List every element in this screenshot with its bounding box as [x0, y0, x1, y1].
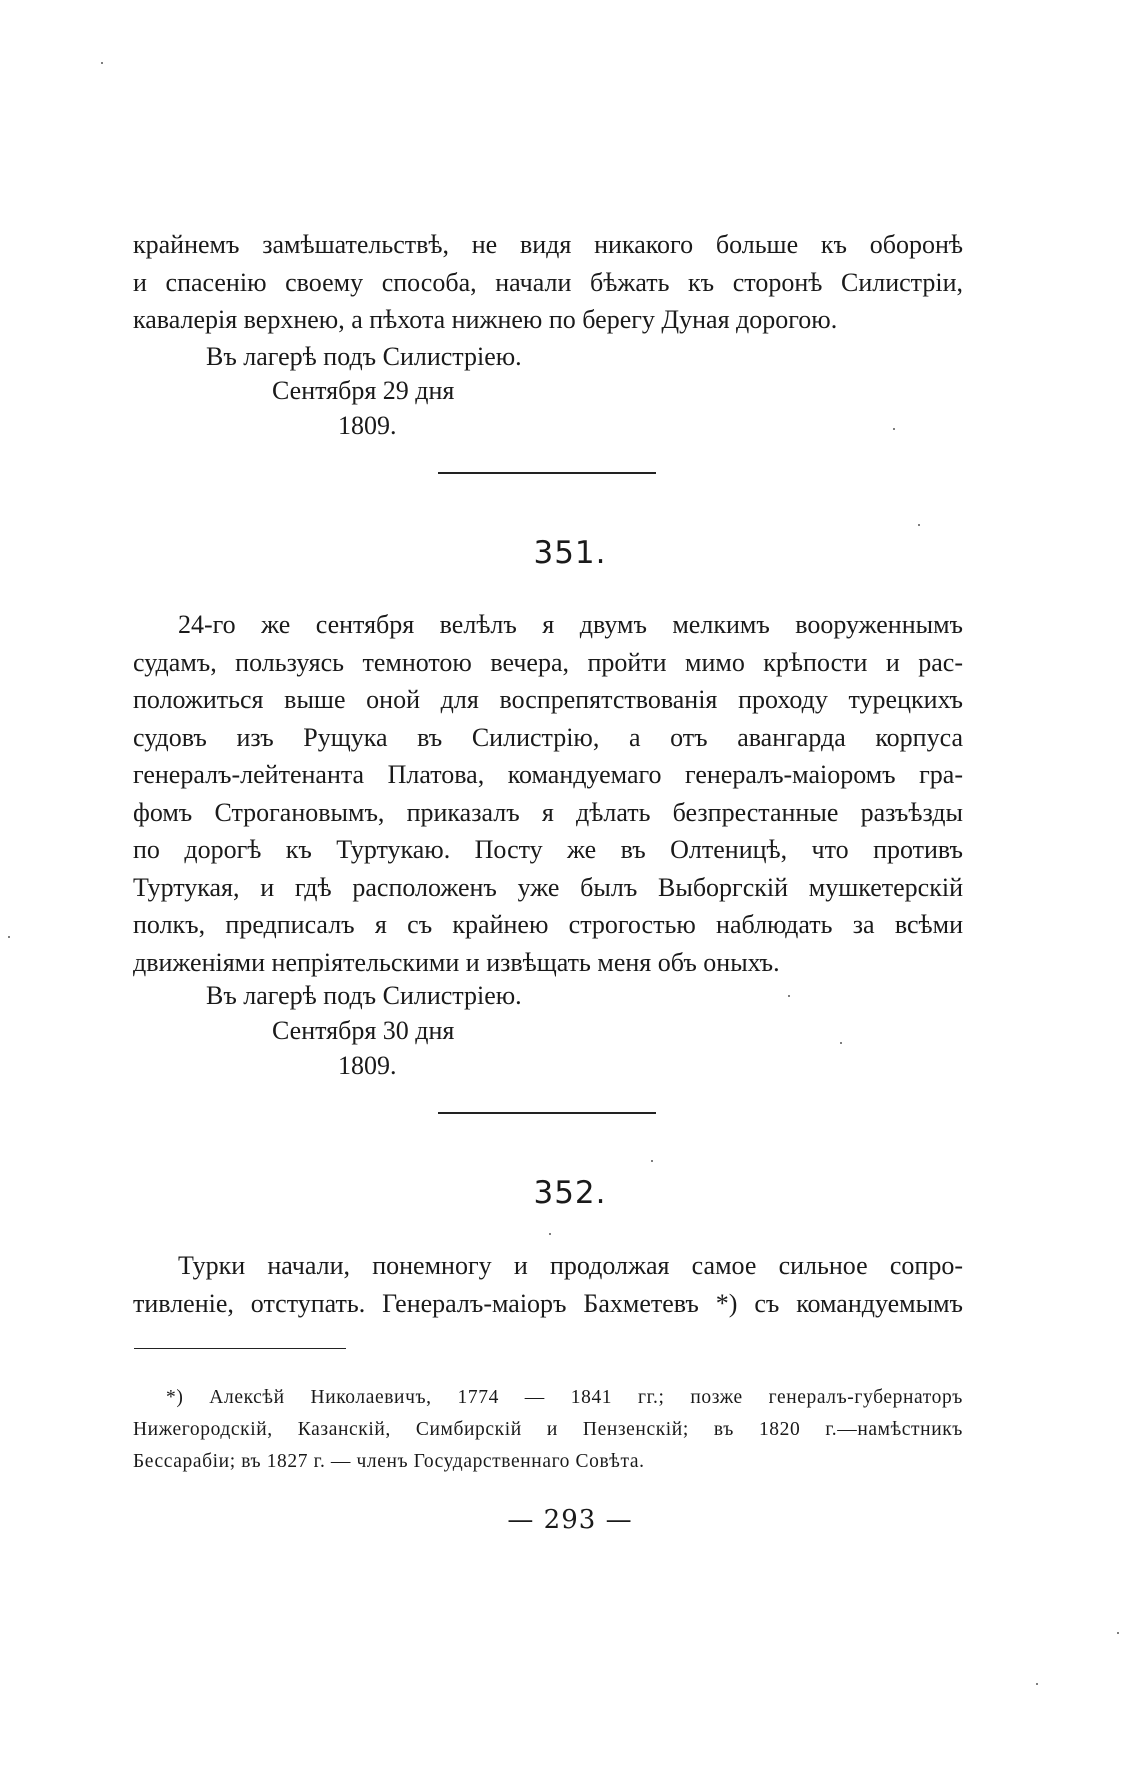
scan-speck [8, 936, 10, 938]
entry-352-paragraph [133, 1247, 963, 1322]
text-line: движеніями непріятельскими и извѣщать меня объ оныхъ. [133, 947, 780, 977]
page-number: — 293 — [507, 1505, 633, 1535]
footnote-separator [134, 1348, 346, 1349]
text-line: тивленіе, отступать. Генералъ-маіоръ Бахметевъ *) съ командуемымъ [133, 1288, 963, 1318]
text-line: кавалерія верхнею, а пѣхота нижнею по берегу Дуная дорогою. [133, 305, 838, 334]
text-line: 24-го же сентября велѣлъ я двумъ мелкимъ вооруженнымъ [178, 610, 963, 639]
entry-351-paragraph [133, 606, 963, 981]
text-line: и спасенію своему способа, начали бѣжать къ сторонѣ Силистріи, [133, 267, 963, 297]
scan-speck [918, 524, 920, 526]
footnote-line: *) Алексѣй Николаевичъ, 1774 — 1841 гг.; позже генералъ-губернаторъ [166, 1387, 963, 1408]
footnote-line: Бессарабіи; въ 1827 г. — членъ Государственнаго Совѣта. [133, 1451, 645, 1472]
entry-351-year: 1809. [338, 1051, 397, 1080]
scan-speck [788, 995, 790, 997]
entry-351-number: 351. [533, 535, 607, 571]
text-line: судовъ изъ Рущука въ Силистрію, а отъ авангарда корпуса [133, 722, 963, 752]
text-line: фомъ Строгановымъ, приказалъ я дѣлать безпрестанные разъѣзды [133, 797, 963, 827]
scan-speck [1036, 1683, 1038, 1685]
section-divider [438, 1112, 656, 1114]
scan-speck [1117, 1632, 1119, 1634]
scan-speck [651, 1160, 653, 1162]
scan-speck [101, 62, 103, 64]
text-line: положиться выше оной для воспрепятствованія проходу турецкихъ [133, 685, 963, 714]
text-line: по дорогѣ къ Туртукаю. Посту же въ Олтеницѣ, что противъ [133, 835, 963, 864]
entry-350-date: Сентября 29 дня [272, 376, 455, 405]
scan-speck [549, 1233, 551, 1235]
text-line: крайнемъ замѣшательствѣ, не видя никакого больше къ оборонѣ [133, 230, 963, 259]
entry-350-year: 1809. [338, 411, 397, 440]
text-line: генералъ-лейтенанта Платова, командуемаго генералъ-маіоромъ гра- [133, 760, 963, 789]
entry-352-number: 352. [533, 1175, 607, 1211]
entry-351-date: Сентября 30 дня [272, 1016, 455, 1045]
entry-351-place: Въ лагерѣ подъ Силистріею. [206, 981, 522, 1010]
entry-350-place: Въ лагерѣ подъ Силистріею. [206, 342, 522, 371]
footnote [133, 1382, 963, 1478]
text-line: полкъ, предписалъ я съ крайнею строгостью наблюдать за всѣми [133, 910, 963, 939]
text-line: Туртукая, и гдѣ расположенъ уже былъ Выборгскій мушкетерскій [133, 872, 963, 902]
footnote-line: Нижегородскій, Казанскій, Симбирскій и Пензенскій; въ 1820 г.—намѣстникъ [133, 1419, 963, 1440]
text-line: Турки начали, понемногу и продолжая самое сильное сопро- [178, 1251, 963, 1280]
scan-speck [840, 1042, 842, 1044]
entry-350-paragraph [133, 226, 963, 339]
text-line: судамъ, пользуясь темнотою вечера, пройти мимо крѣпости и рас- [133, 647, 963, 677]
scan-speck [893, 428, 895, 430]
section-divider [438, 472, 656, 474]
